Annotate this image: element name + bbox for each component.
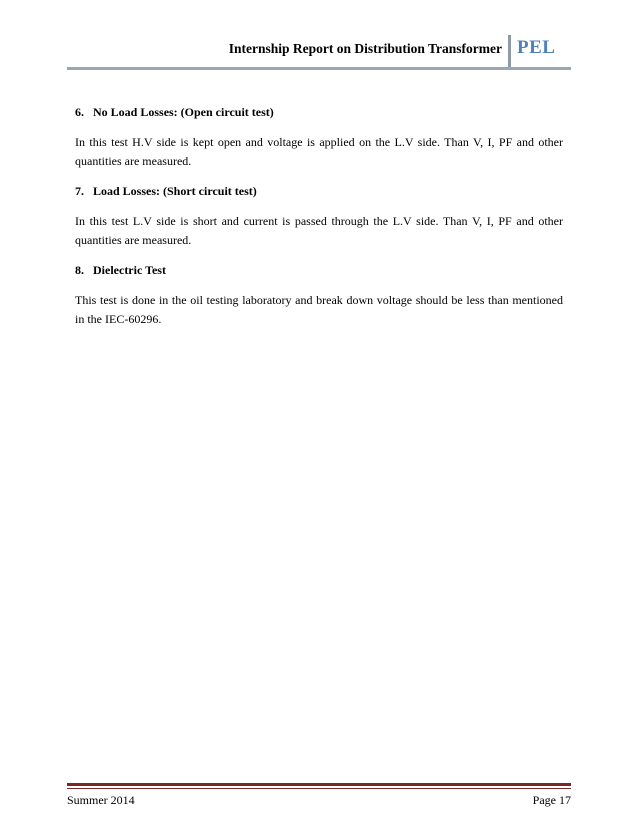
section-paragraph: In this test H.V side is kept open and voltage is applied on the L.V side. Than V, I, PF and other quantities are measured. — [75, 135, 563, 168]
section-heading — [75, 262, 563, 278]
section-heading — [75, 104, 563, 120]
header-title: Internship Report on Distribution Transformer — [228, 41, 502, 56]
footer-page-number: Page 17 — [532, 793, 571, 807]
footer-date: Summer 2014 — [67, 793, 135, 807]
header-brand: PEL — [517, 37, 556, 58]
section-number: 6. — [75, 105, 84, 119]
section-title: No Load Losses: (Open circuit test) — [93, 105, 274, 119]
section-paragraph: This test is done in the oil testing laboratory and break down voltage should be less than mentioned in the IEC-60296. — [75, 293, 563, 326]
section-paragraph: In this test L.V side is short and current is passed through the L.V side. Than V, I, PF and other quantities are measured. — [75, 214, 563, 247]
page-content — [75, 104, 563, 341]
section-load-losses — [75, 183, 563, 250]
header-separator — [508, 35, 511, 67]
section-title: Load Losses: (Short circuit test) — [93, 184, 257, 198]
footer-rule-thick — [67, 783, 571, 786]
section-dielectric-test — [75, 262, 563, 329]
section-number: 8. — [75, 263, 84, 277]
section-title: Dielectric Test — [93, 263, 166, 277]
section-no-load-losses — [75, 104, 563, 171]
section-heading — [75, 183, 563, 199]
header-rule — [67, 67, 571, 70]
section-number: 7. — [75, 184, 84, 198]
footer-rule-thin — [67, 788, 571, 789]
page-header — [67, 33, 571, 69]
